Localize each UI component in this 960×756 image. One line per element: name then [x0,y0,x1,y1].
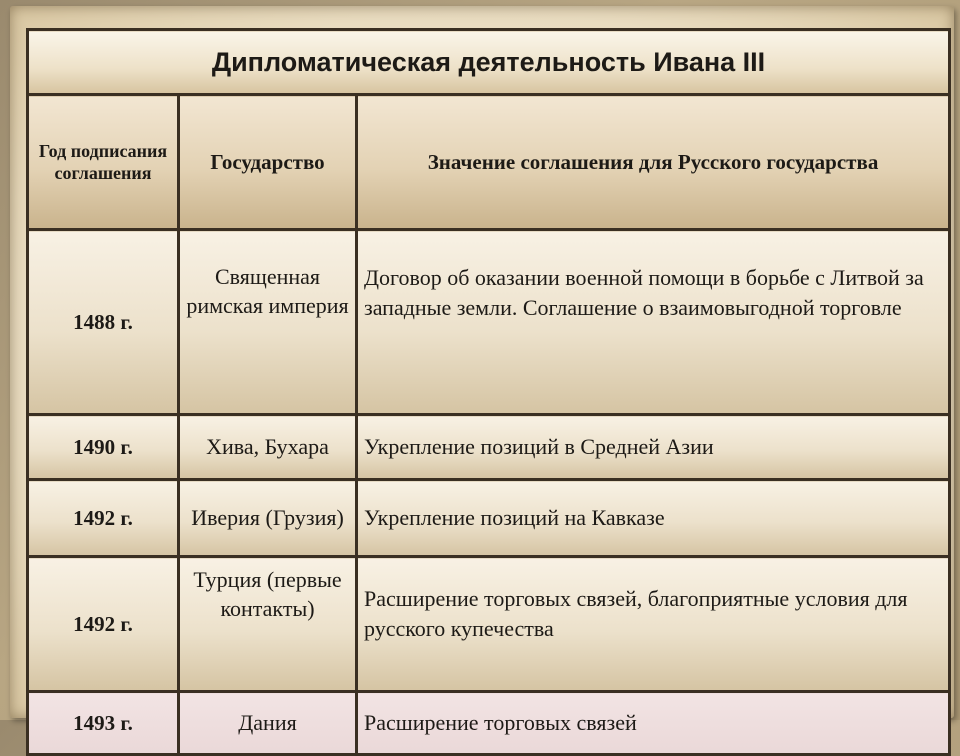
diplomacy-table [26,28,951,756]
row-year: 1488 г. [28,230,179,415]
table-row [28,415,950,480]
header-year: Год подписания соглашения [28,95,179,230]
row-state: Хива, Бухара [179,415,357,480]
table-row [28,557,950,692]
row-state: Иверия (Грузия) [179,480,357,557]
row-meaning: Расширение торговых связей, благоприятные условия для русского купечества [357,557,950,692]
row-meaning: Укрепление позиций в Средней Азии [357,415,950,480]
table-title-row [28,30,950,95]
table-header-row [28,95,950,230]
row-meaning: Укрепление позиций на Кавказе [357,480,950,557]
table-title: Дипломатическая деятельность Ивана III [28,30,950,95]
row-year: 1490 г. [28,415,179,480]
table-row [28,692,950,755]
row-meaning: Расширение торговых связей [357,692,950,755]
row-state: Священная римская империя [179,230,357,415]
row-meaning: Договор об оказании военной помощи в борьбе с Литвой за западные земли. Соглашение о взаимовыгодной торговле [357,230,950,415]
table-row [28,480,950,557]
header-state: Государство [179,95,357,230]
table-row [28,230,950,415]
row-state: Турция (первые контакты) [179,557,357,692]
header-meaning: Значение соглашения для Русского государства [357,95,950,230]
row-state: Дания [179,692,357,755]
row-year: 1492 г. [28,557,179,692]
row-year: 1492 г. [28,480,179,557]
row-year: 1493 г. [28,692,179,755]
